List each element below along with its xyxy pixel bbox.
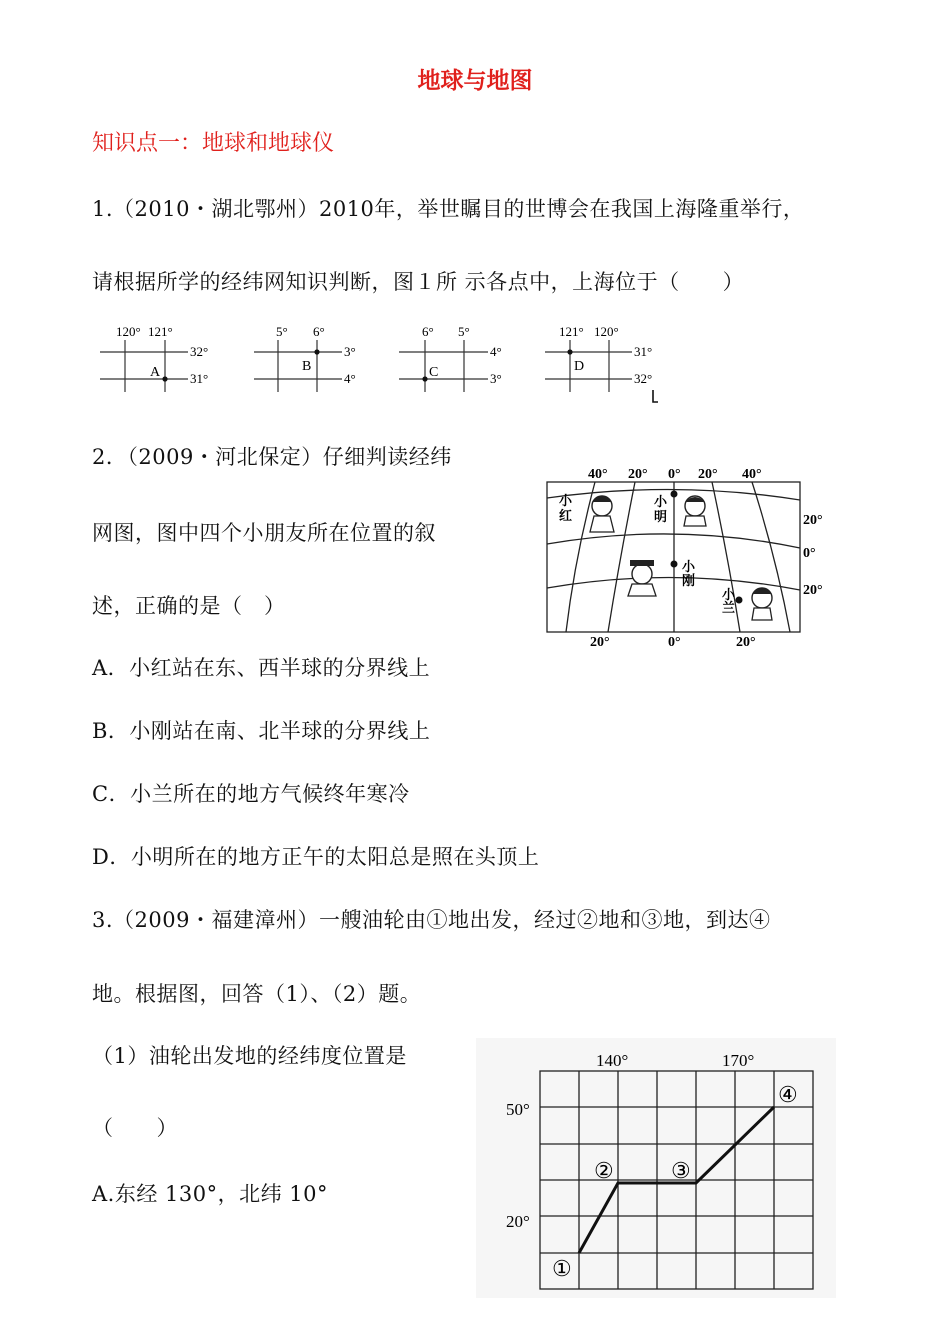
q3-route-grid xyxy=(476,1038,836,1298)
q2-option-d: D．小明所在的地方正午的太阳总是照在头顶上 xyxy=(92,845,540,869)
map-bottom-label-20w: 20° xyxy=(590,635,610,650)
grid-c-right-label-2: 3° xyxy=(490,371,502,386)
grid-c-letter: C xyxy=(429,365,439,380)
grid-d xyxy=(545,340,632,392)
route-top-label-170: 170° xyxy=(722,1051,755,1070)
q2-text-line3: 述，正确的是（ ） xyxy=(92,594,286,618)
map-top-label-40e: 40° xyxy=(742,467,762,482)
route-point-2: ② xyxy=(594,1158,614,1183)
grid-d-right-label-2: 32° xyxy=(634,371,653,386)
grid-d-right-label-1: 31° xyxy=(634,344,653,359)
grid-a-right-label-2: 31° xyxy=(190,371,209,386)
grid-b xyxy=(254,340,342,392)
page-title: 地球与地图 xyxy=(417,68,533,94)
q3-sub-question-1: （1）油轮出发地的经纬度位置是 xyxy=(92,1044,407,1068)
route-point-1: ① xyxy=(552,1256,572,1281)
kid-xiaogang-icon xyxy=(628,560,656,596)
grid-a xyxy=(100,340,188,392)
q3-option-a: A.东经 130°，北纬 10° xyxy=(92,1182,328,1206)
map-top-label-20e: 20° xyxy=(698,467,718,482)
point-b xyxy=(314,349,319,354)
point-c xyxy=(422,376,427,381)
grid-a-top-label-1: 120° xyxy=(116,324,141,339)
kid-xiaoming-label-2: 明 xyxy=(654,509,668,524)
map-top-label-0: 0° xyxy=(668,467,681,482)
grid-c-top-label-2: 5° xyxy=(458,324,470,339)
kid-xiaoming-point xyxy=(671,491,678,498)
q3-text-line1: 3.（2009・福建漳州）一艘油轮由①地出发，经过②地和③地，到达④ xyxy=(92,908,771,932)
paragraph-mark-icon xyxy=(653,390,658,402)
route-left-label-20: 20° xyxy=(506,1212,530,1231)
grid-b-top-label-1: 5° xyxy=(276,324,288,339)
kid-xiaohong-label-1: 小 xyxy=(559,493,573,508)
kid-xiaogang-point xyxy=(671,561,678,568)
q2-text-line2: 网图，图中四个小朋友所在位置的叙 xyxy=(92,521,436,545)
route-figure-background xyxy=(476,1038,836,1298)
kid-xiaogang-label-1: 小 xyxy=(682,559,696,574)
map-right-label-20n: 20° xyxy=(803,513,823,528)
point-d xyxy=(567,349,572,354)
kid-xiaoming-label-1: 小 xyxy=(654,494,668,509)
route-point-4: ④ xyxy=(778,1082,798,1107)
kid-xiaolan-label-2: 兰 xyxy=(722,600,736,615)
route-point-3: ③ xyxy=(671,1158,691,1183)
map-right-label-20s: 20° xyxy=(803,583,823,598)
grid-c-right-label-1: 4° xyxy=(490,344,502,359)
q3-answer-blank: （ ） xyxy=(92,1116,178,1140)
map-top-label-40w: 40° xyxy=(588,467,608,482)
grid-b-top-label-2: 6° xyxy=(313,324,325,339)
grid-c xyxy=(399,340,488,392)
q2-text-line1: 2．（2009・河北保定）仔细判读经纬 xyxy=(92,445,452,469)
q1-text-line2: 请根据所学的经纬网知识判断，图１所 示各点中，上海位于（ ） xyxy=(92,270,745,294)
grid-d-top-label-2: 120° xyxy=(594,324,619,339)
kid-xiaoming-icon xyxy=(684,496,706,526)
route-left-label-50: 50° xyxy=(506,1100,530,1119)
map-top-label-20w: 20° xyxy=(628,467,648,482)
grid-b-right-label-1: 3° xyxy=(344,344,356,359)
map-bottom-label-20e: 20° xyxy=(736,635,756,650)
kid-xiaogang-label-2: 刚 xyxy=(682,573,696,588)
kid-xiaohong-label-2: 红 xyxy=(559,508,573,523)
section-heading: 知识点一：地球和地球仪 xyxy=(92,131,335,156)
map-bottom-label-0: 0° xyxy=(668,635,681,650)
point-a xyxy=(162,376,167,381)
grid-a-top-label-2: 121° xyxy=(148,324,173,339)
route-top-label-140: 140° xyxy=(596,1051,629,1070)
grid-a-letter: A xyxy=(150,365,161,380)
kid-xiaolan-point xyxy=(736,597,743,604)
grid-d-letter: D xyxy=(574,359,585,374)
q2-option-a: A．小红站在东、西半球的分界线上 xyxy=(92,656,431,680)
grid-d-top-label-1: 121° xyxy=(559,324,584,339)
kid-xiaolan-label-1: 小 xyxy=(722,587,736,602)
q2-option-c: C．小兰所在的地方气候终年寒冷 xyxy=(92,782,410,806)
kid-xiaolan-icon xyxy=(752,588,772,620)
map-right-label-0: 0° xyxy=(803,546,816,561)
q1-text-line1: 1.（2010・湖北鄂州）2010年，举世瞩目的世博会在我国上海隆重举行， xyxy=(92,197,805,221)
q2-graticule-map xyxy=(540,462,850,652)
q1-grid-figures xyxy=(92,318,692,410)
grid-b-letter: B xyxy=(302,359,312,374)
grid-b-right-label-2: 4° xyxy=(344,371,356,386)
grid-a-right-label-1: 32° xyxy=(190,344,209,359)
grid-c-top-label-1: 6° xyxy=(422,324,434,339)
q2-option-b: B．小刚站在南、北半球的分界线上 xyxy=(92,719,431,743)
q3-text-line2: 地。根据图，回答（1）、（2）题。 xyxy=(92,982,422,1006)
kid-xiaohong-icon xyxy=(590,496,614,532)
